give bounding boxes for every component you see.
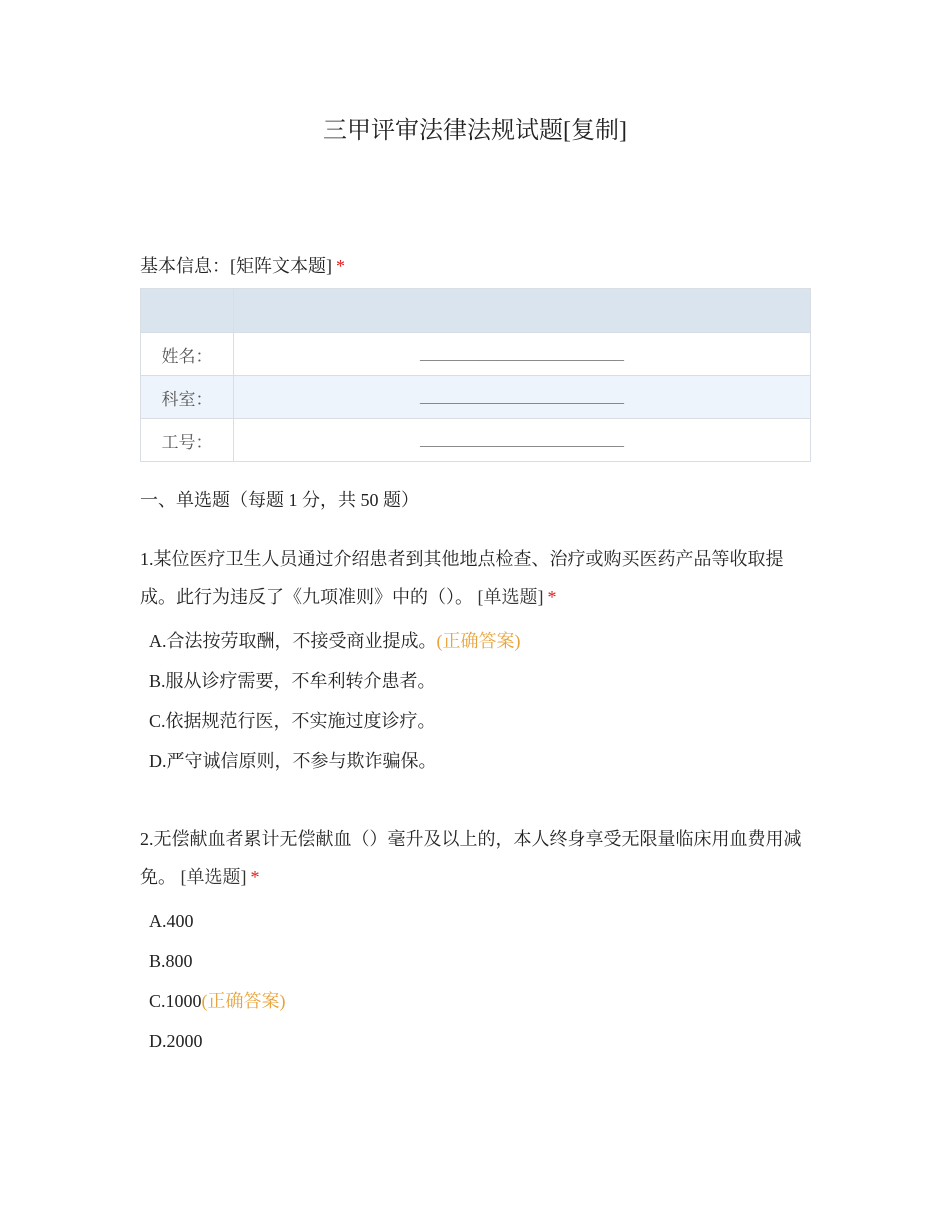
matrix-header-cell	[141, 289, 234, 333]
question-type-tag: [单选题]	[477, 587, 544, 607]
question-text: 1.某位医疗卫生人员通过介绍患者到其他地点检查、治疗或购买医药产品等收取提成。此行为违反了《九项准则》中的（）。	[140, 549, 784, 607]
question-2-option-a[interactable]	[149, 909, 194, 933]
option-text: A.400	[149, 911, 194, 931]
question-2-option-d[interactable]	[149, 1029, 203, 1053]
name-answer-blank[interactable]: ________________________	[234, 333, 811, 376]
option-text: B.服从诊疗需要，不牟利转介患者。	[149, 671, 436, 691]
question-2-option-c[interactable]	[149, 989, 286, 1013]
option-text: D.严守诚信原则，不参与欺诈骗保。	[149, 751, 437, 771]
question-1-option-d[interactable]	[149, 749, 437, 773]
basic-info-matrix	[140, 288, 811, 462]
required-marker: *	[250, 867, 260, 887]
matrix-header-cell	[234, 289, 811, 333]
matrix-row-label: 姓名：	[141, 333, 234, 376]
question-1-option-a[interactable]	[149, 629, 521, 653]
question-2-option-b[interactable]	[149, 949, 193, 973]
option-text: D.2000	[149, 1031, 203, 1051]
department-answer-blank[interactable]: ________________________	[234, 376, 811, 419]
required-marker: *	[336, 256, 345, 276]
required-marker: *	[547, 587, 557, 607]
question-1	[140, 540, 812, 616]
question-1-option-c[interactable]	[149, 709, 436, 733]
matrix-row-employee-id	[141, 419, 811, 462]
option-text: C.依据规范行医，不实施过度诊疗。	[149, 711, 436, 731]
question-2	[140, 820, 812, 896]
matrix-row-label: 科室：	[141, 376, 234, 419]
matrix-row-label: 工号：	[141, 419, 234, 462]
correct-answer-mark: (正确答案)	[201, 991, 286, 1011]
employee-id-answer-blank[interactable]: ________________________	[234, 419, 811, 462]
matrix-question-text: 基本信息：[矩阵文本题]	[140, 256, 332, 276]
page-title: 三甲评审法律法规试题[复制]	[323, 118, 627, 144]
option-text: A.合法按劳取酬，不接受商业提成。	[149, 631, 437, 651]
section-heading: 一、单选题（每题 1 分，共 50 题）	[140, 490, 419, 510]
question-1-option-b[interactable]	[149, 669, 436, 693]
matrix-row-department	[141, 376, 811, 419]
matrix-row-name	[141, 333, 811, 376]
option-text: C.1000	[149, 991, 202, 1011]
correct-answer-mark: (正确答案)	[436, 631, 521, 651]
option-text: B.800	[149, 951, 193, 971]
question-text: 2.无偿献血者累计无偿献血（）毫升及以上的，本人终身享受无限量临床用血费用减免。	[140, 829, 802, 887]
question-type-tag: [单选题]	[180, 867, 247, 887]
matrix-header-row	[141, 289, 811, 333]
matrix-question-label	[140, 252, 345, 278]
